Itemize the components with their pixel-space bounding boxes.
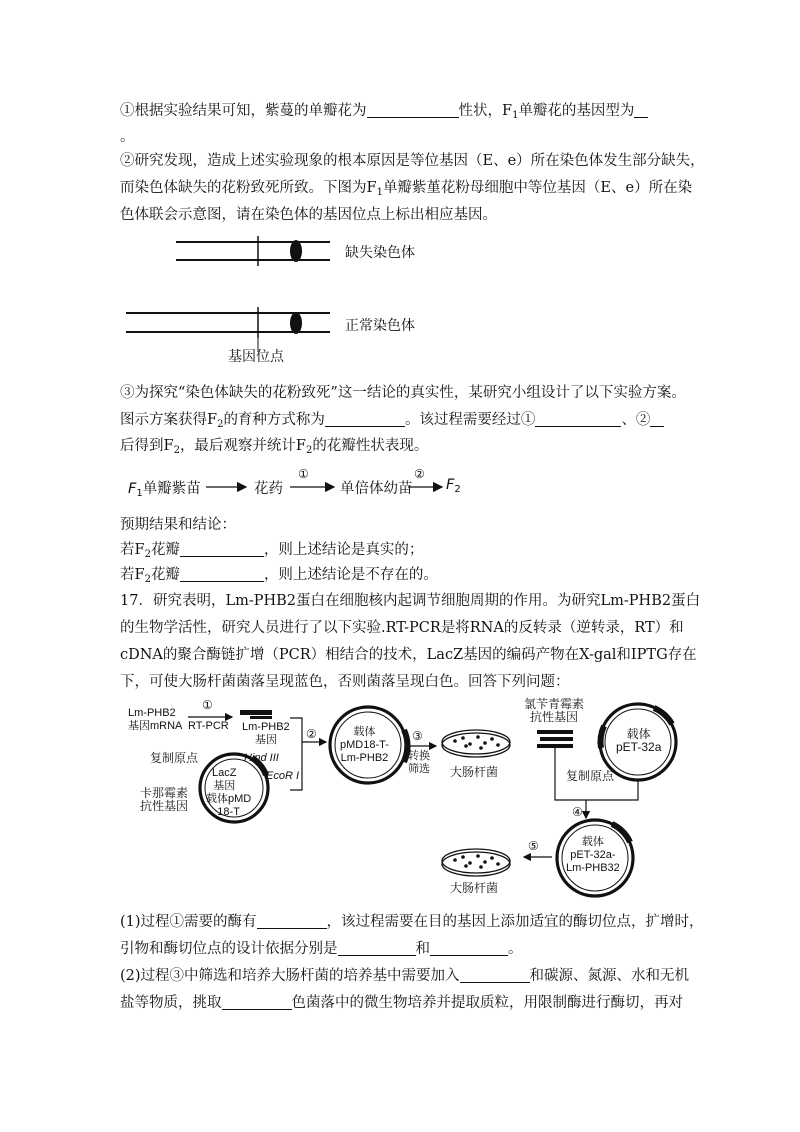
amp-label: 氯苄青霉素 抗性基因	[524, 697, 585, 724]
q16-sub3-line1: ③为探究“染色体缺失的花粉致死”这一结论的真实性，某研究小组设计了以下实验方案。	[120, 385, 686, 401]
q16-sub1: ①根据实验结果可知，紫蔓的单瓣花为 性状，$F_1$单瓣花的基因型为	[120, 101, 648, 126]
ecoli2-label: 大肠杆菌	[450, 881, 499, 895]
answer-blank[interactable]	[460, 966, 530, 983]
q17-line2: 的生物学活性，研究人员进行了以下实验.RT-PCR是将RNA的反转录（逆转录，RT）和	[120, 620, 684, 636]
result2: 若$F_2$花瓣 ，则上述结论是不存在的。	[120, 567, 438, 585]
q17-line3: cDNA的聚合酶链扩增（PCR）相结合的技术，LacZ基因的编码产物在X-gal和IPTG存在	[120, 647, 697, 663]
q16-sub1-end: 。	[120, 129, 135, 145]
gene-locus-label: 基因位点	[228, 349, 284, 365]
answer-blank[interactable]	[257, 912, 327, 929]
kan-label: 卡那霉素 抗性基因	[140, 786, 189, 813]
results-title: 预期结果和结论：	[120, 517, 236, 533]
q16-sub2-line2: 而染色体缺失的花粉致死所致。下图为$F_1$单瓣紫堇花粉母细胞中等位基因（E、e）所在染	[120, 180, 693, 198]
flow-step1: ①	[298, 467, 309, 481]
q17-line4: 下，可使大肠杆菌菌落呈现蓝色，否则菌落呈现白色。回答下列问题：	[120, 674, 570, 690]
answer-blank[interactable]	[338, 939, 416, 956]
pet-label: 载体 pET-32a	[616, 727, 662, 754]
flow-f2: $F_2$	[446, 477, 461, 495]
lacz-label: LacZ 基因	[212, 767, 237, 792]
q16-sub3-line2: 图示方案获得$F_2$的育种方式称为 。该过程需要经过① 、②	[120, 410, 664, 435]
flow-anther: 花药	[254, 481, 283, 497]
ecori-label: EcoR I	[266, 770, 300, 782]
flow-f1: $F_1$单瓣紫苗	[128, 481, 201, 499]
q16-sub3-line3: 后得到$F_2$，最后观察并统计$F_2$的花瓣性状表现。	[120, 438, 429, 456]
missing-chromosome-label: 缺失染色体	[345, 245, 415, 261]
normal-chromosome-label: 正常染色体	[345, 318, 415, 334]
hindiii-label: Hind III	[244, 752, 279, 764]
q17-question1: (1)过程①需要的酶有 ，该过程需要在目的基因上添加适宜的酶切位点，扩增时，	[120, 914, 704, 930]
flow-step2: ②	[414, 467, 425, 481]
vec4-label: 载体 pET-32a- Lm-PHB32	[566, 836, 620, 874]
q17-question2: (2)过程③中筛选和培养大肠杆菌的培养基中需要加入 和碳源、氮源、水和无机	[120, 968, 690, 984]
vec2-label: 载体 pMD18-T- Lm-PHB2	[340, 726, 389, 764]
answer-blank[interactable]	[222, 993, 292, 1010]
step1-label: ①	[202, 698, 213, 712]
rtpcr-label: RT-PCR	[188, 720, 229, 732]
step5-label: ⑤	[528, 839, 539, 853]
ori-left-label: 复制原点	[150, 751, 199, 765]
ecoli1-label: 大肠杆菌	[450, 765, 499, 779]
q17-line1: 17．研究表明，Lm-PHB2蛋白在细胞核内起调节细胞周期的作用。为研究Lm-PHB2蛋白	[120, 593, 701, 609]
flow-haploid: 单倍体幼苗	[340, 481, 413, 497]
q16-sub2-line3: 色体联会示意图，请在染色体的基因位点上标出相应基因。	[120, 207, 497, 223]
pmd-label: 载体pMD 18-T	[206, 793, 252, 818]
mrna-label: Lm-PHB2 基因mRNA	[128, 707, 183, 732]
ori-right-label: 复制原点	[566, 769, 615, 783]
q17-question2-line2: 盐等物质，挑取 色菌落中的微生物培养并提取质粒，用限制酶进行酶切，再对	[120, 995, 683, 1011]
result1: 若$F_2$花瓣 ，则上述结论是真实的；	[120, 542, 424, 560]
step4-label: ④	[572, 805, 583, 819]
q16-sub2-line1: ②研究发现，造成上述实验现象的根本原因是等位基因（E、e）所在染色体发生部分缺失，	[120, 153, 705, 169]
transform-label: 转换 筛选	[408, 750, 430, 775]
step2-label: ②	[306, 727, 317, 741]
q17-question1-line2: 引物和酶切位点的设计依据分别是 和 。	[120, 941, 523, 957]
answer-blank[interactable]	[430, 939, 508, 956]
step3-label: ③	[412, 729, 423, 743]
gene-label: Lm-PHB2 基因	[242, 721, 290, 746]
